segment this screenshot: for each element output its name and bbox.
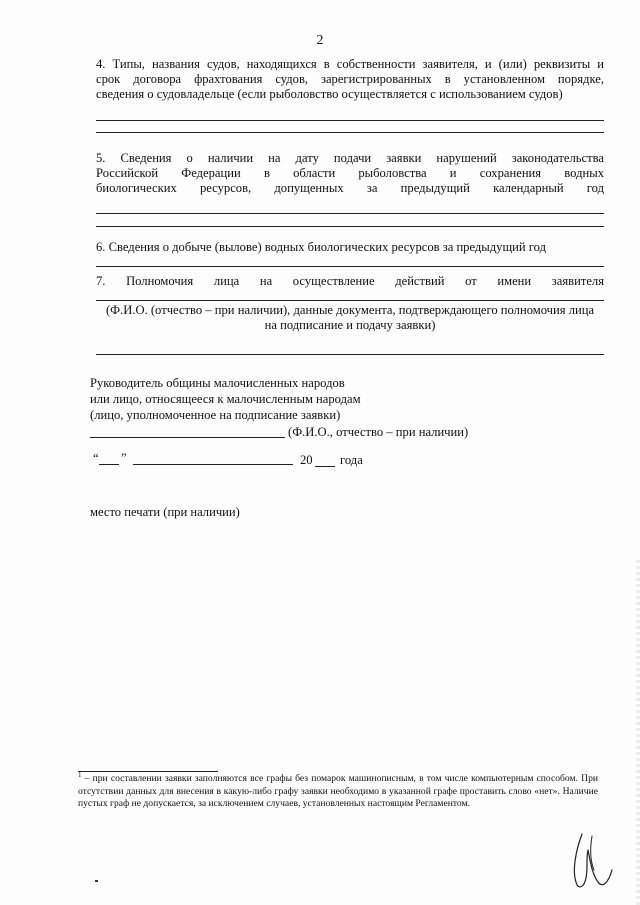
fill-line — [96, 354, 604, 355]
fill-line — [96, 213, 604, 214]
fill-line — [96, 266, 604, 267]
fill-line — [96, 300, 604, 301]
year-line — [315, 466, 335, 467]
month-line — [133, 464, 293, 465]
fill-line — [96, 226, 604, 227]
footnote — [78, 770, 598, 811]
section-5-line-3: биологических ресурсов, допущенных за предыдущий календарный год — [96, 181, 604, 195]
page-number: 2 — [316, 33, 324, 48]
signatory-line-2: или лицо, относящееся к малочисленным народам — [90, 392, 361, 406]
scan-edge — [636, 560, 640, 905]
signature-line — [90, 437, 285, 438]
seal-place: место печати (при наличии) — [90, 505, 240, 519]
day-line — [99, 464, 119, 465]
fill-line — [96, 120, 604, 121]
section-6 — [96, 240, 604, 255]
date-close-quote: ” — [121, 451, 127, 465]
footnote-divider — [78, 771, 218, 772]
section-7-note-line-1: (Ф.И.О. (отчество – при наличии), данные документа, подтверждающего полномочия лица — [105, 303, 595, 317]
fill-line — [96, 132, 604, 133]
date-open-quote: “ — [93, 451, 99, 465]
section-7-line-1: 7. Полномочия лица на осуществление действий от имени заявителя — [96, 274, 604, 288]
signatory-line-3: (лицо, уполномоченное на подписание заявки) — [90, 408, 341, 422]
signatory-line-1: Руководитель общины малочисленных народов — [90, 376, 345, 390]
footnote-marker: 1 — [78, 770, 82, 779]
section-5 — [96, 151, 604, 196]
section-7 — [96, 274, 604, 289]
section-7-note-line-2: на подписание и подачу заявки) — [264, 318, 436, 332]
signatory-block — [90, 375, 361, 423]
section-7-note — [86, 303, 614, 333]
section-5-line-2: Российской Федерации в области рыболовства и сохранения водных — [96, 166, 604, 180]
section-5-line-1: 5. Сведения о наличии на дату подачи заявки нарушений законодательства — [96, 151, 604, 165]
section-4 — [96, 57, 604, 102]
section-4-line-1: 4. Типы, названия судов, находящихся в собственности заявителя, и (или) реквизиты и — [96, 57, 604, 71]
year-prefix: 20 — [300, 453, 313, 467]
section-4-line-2: срок договора фрахтования судов, зарегистрированных в установленном порядке, — [96, 72, 604, 86]
footnote-text: – при составлении заявки заполняются все графы без помарок машинописным, в том числе компьютерным способом. При отсутствии данных для внесения в какую-либо графу заявки необходимо в указанной графе проставить слово «нет». Наличие пустых граф не допускается, за исключением случаев, установленных настоящим Регламентом. — [78, 773, 598, 809]
handwritten-signature — [568, 830, 618, 894]
section-6-line-1: 6. Сведения о добыче (вылове) водных биологических ресурсов за предыдущий год — [96, 240, 546, 254]
section-4-line-3: сведения о судовладельце (если рыболовство осуществляется с использованием судов) — [96, 87, 563, 101]
name-hint: (Ф.И.О., отчество – при наличии) — [288, 425, 469, 439]
scan-speck — [95, 880, 98, 882]
year-suffix: года — [340, 453, 363, 467]
